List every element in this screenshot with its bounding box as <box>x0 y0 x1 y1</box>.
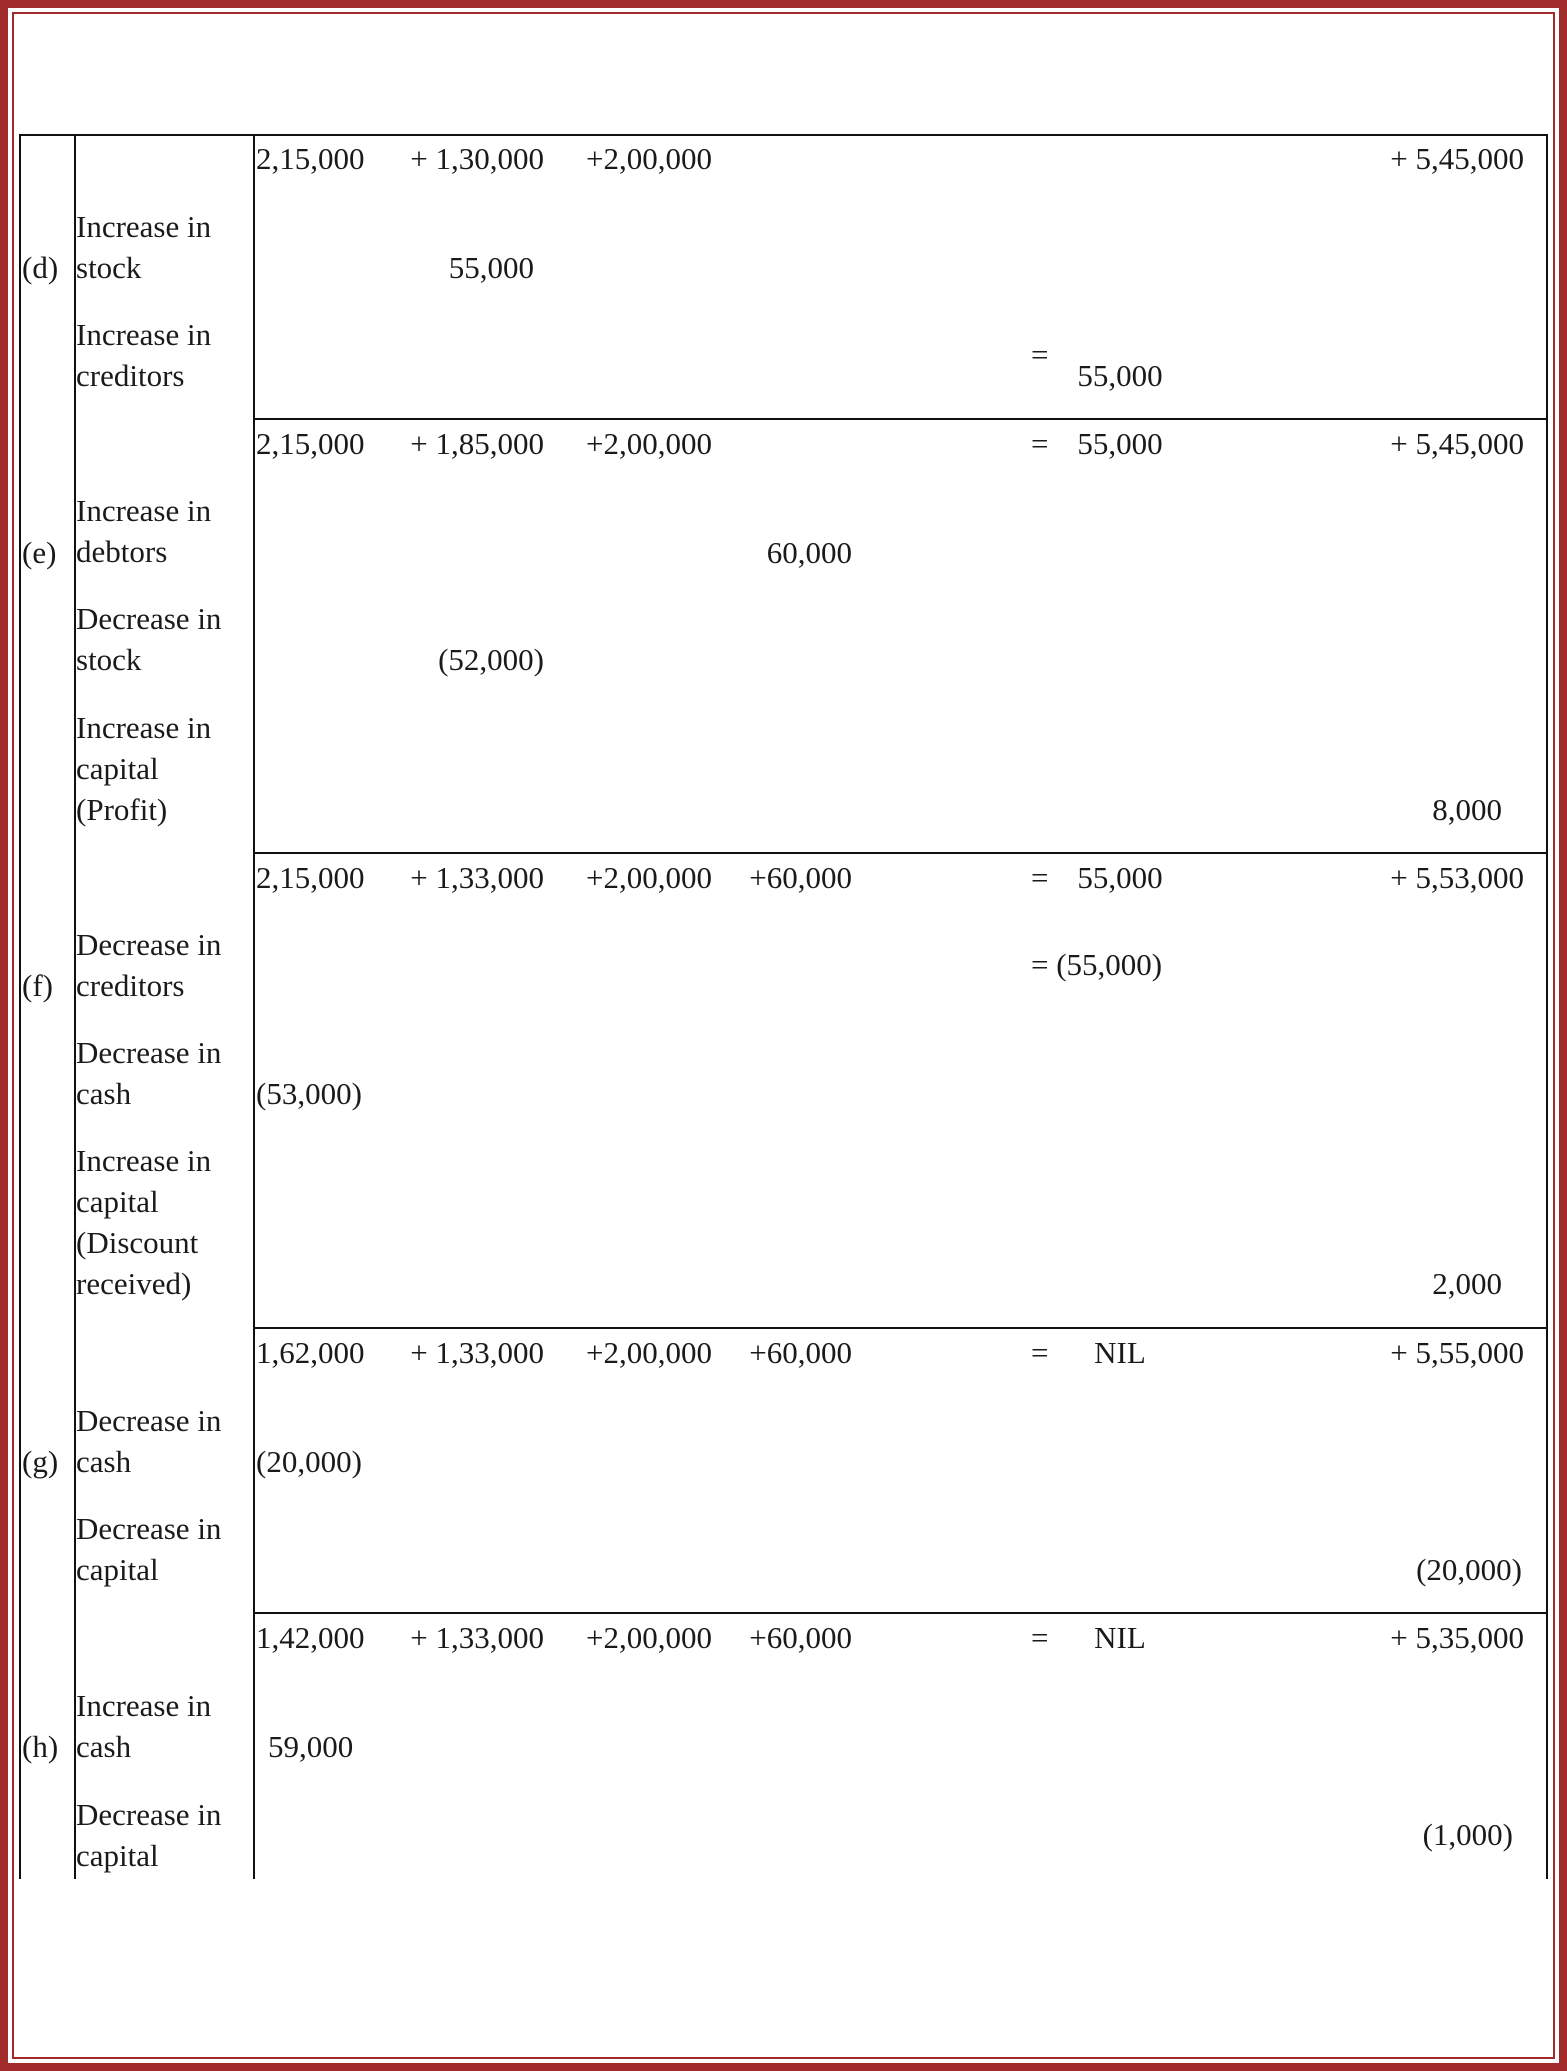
row-g-cash-change: (20,000) <box>256 1444 362 1479</box>
row-d-furniture-total: +2,00,000 <box>586 141 712 176</box>
row-divider-f <box>253 1327 1548 1329</box>
row-g-desc-line: Decrease in <box>76 1403 222 1438</box>
row-h-furniture-total: +2,00,000 <box>586 1620 712 1655</box>
row-h-equals: = <box>1031 1620 1049 1655</box>
row-g-desc-line: cash <box>76 1444 132 1479</box>
row-f-desc-line: Decrease in <box>76 927 222 962</box>
row-f-desc-line: Decrease in <box>76 1035 222 1070</box>
row-divider-e <box>253 852 1548 854</box>
row-divider-d <box>253 418 1548 420</box>
table-left-border <box>19 134 21 1879</box>
row-h-capital-total: + 5,35,000 <box>1390 1620 1524 1655</box>
row-g-desc-line: capital <box>76 1552 159 1587</box>
row-f-cash-change: (53,000) <box>256 1076 362 1111</box>
row-e-letter: (e) <box>22 535 57 570</box>
row-f-desc-line: cash <box>76 1076 132 1111</box>
row-d-stock-change: 55,000 <box>448 250 534 285</box>
row-e-debtors-change: 60,000 <box>766 535 852 570</box>
row-e-desc-line: (Profit) <box>76 792 168 827</box>
row-g-furniture-total: +2,00,000 <box>586 1335 712 1370</box>
row-e-desc-line: debtors <box>76 534 168 569</box>
row-h-cash-total: 1,42,000 <box>256 1620 365 1655</box>
row-e-creditors-total: 55,000 <box>1077 426 1163 461</box>
row-d-equals: = <box>1031 337 1049 372</box>
row-f-letter: (f) <box>22 968 53 1003</box>
row-h-desc-line: Increase in <box>76 1688 212 1723</box>
row-e-capital-change: 8,000 <box>1432 792 1502 827</box>
row-h-capital-change: (1,000) <box>1422 1817 1513 1852</box>
row-f-desc-line: Increase in <box>76 1143 212 1178</box>
row-f-equals: = <box>1031 860 1049 895</box>
row-g-letter: (g) <box>22 1444 59 1479</box>
row-f-capital-total: + 5,53,000 <box>1390 860 1524 895</box>
row-g-stock-total: + 1,33,000 <box>410 1335 544 1370</box>
row-e-desc-line: Decrease in <box>76 601 222 636</box>
row-f-stock-total: + 1,33,000 <box>410 860 544 895</box>
row-g-creditors-total: NIL <box>1094 1335 1146 1370</box>
row-f-creditors-change: = (55,000) <box>1031 947 1163 982</box>
row-g-capital-total: + 5,55,000 <box>1390 1335 1524 1370</box>
row-e-desc-line: stock <box>76 642 142 677</box>
row-f-debtors-total: +60,000 <box>749 860 852 895</box>
row-h-cash-change: 59,000 <box>268 1729 354 1764</box>
row-d-desc-line: stock <box>76 250 142 285</box>
row-h-desc-line: cash <box>76 1729 132 1764</box>
values-column-left-border <box>253 134 255 1879</box>
row-g-capital-change: (20,000) <box>1416 1552 1522 1587</box>
row-g-cash-total: 1,62,000 <box>256 1335 365 1370</box>
row-f-desc-line: (Discount <box>76 1225 199 1260</box>
row-e-desc-line: Increase in <box>76 493 212 528</box>
row-f-creditors-total: 55,000 <box>1077 860 1163 895</box>
row-e-capital-total: + 5,45,000 <box>1390 426 1524 461</box>
row-e-stock-total: + 1,85,000 <box>410 426 544 461</box>
row-d-desc-line: Increase in <box>76 317 212 352</box>
row-d-desc-line: Increase in <box>76 209 212 244</box>
row-d-desc-line: creditors <box>76 358 185 393</box>
row-f-desc-line: capital <box>76 1184 159 1219</box>
row-h-desc-line: capital <box>76 1838 159 1873</box>
table-top-border <box>19 134 1548 136</box>
row-g-equals: = <box>1031 1335 1049 1370</box>
row-f-furniture-total: +2,00,000 <box>586 860 712 895</box>
row-g-desc-line: Decrease in <box>76 1511 222 1546</box>
row-f-capital-change: 2,000 <box>1432 1266 1502 1301</box>
page-border-inner <box>12 12 1555 2059</box>
row-divider-g <box>253 1612 1548 1614</box>
row-h-creditors-total: NIL <box>1094 1620 1146 1655</box>
row-f-desc-line: creditors <box>76 968 185 1003</box>
table-right-border <box>1546 134 1548 1879</box>
row-g-debtors-total: +60,000 <box>749 1335 852 1370</box>
row-e-furniture-total: +2,00,000 <box>586 426 712 461</box>
row-f-cash-total: 2,15,000 <box>256 860 365 895</box>
row-d-letter: (d) <box>22 250 59 285</box>
row-h-letter: (h) <box>22 1729 59 1764</box>
row-e-cash-total: 2,15,000 <box>256 426 365 461</box>
row-d-capital-total: + 5,45,000 <box>1390 141 1524 176</box>
row-d-stock-total: + 1,30,000 <box>410 141 544 176</box>
row-d-cash-total: 2,15,000 <box>256 141 365 176</box>
row-h-stock-total: + 1,33,000 <box>410 1620 544 1655</box>
row-d-creditors-change: 55,000 <box>1077 358 1163 393</box>
row-f-desc-line: received) <box>76 1266 192 1301</box>
row-e-desc-line: Increase in <box>76 710 212 745</box>
row-e-stock-change: (52,000) <box>438 642 544 677</box>
row-h-desc-line: Decrease in <box>76 1797 222 1832</box>
row-h-debtors-total: +60,000 <box>749 1620 852 1655</box>
row-e-equals: = <box>1031 426 1049 461</box>
row-e-desc-line: capital <box>76 751 159 786</box>
